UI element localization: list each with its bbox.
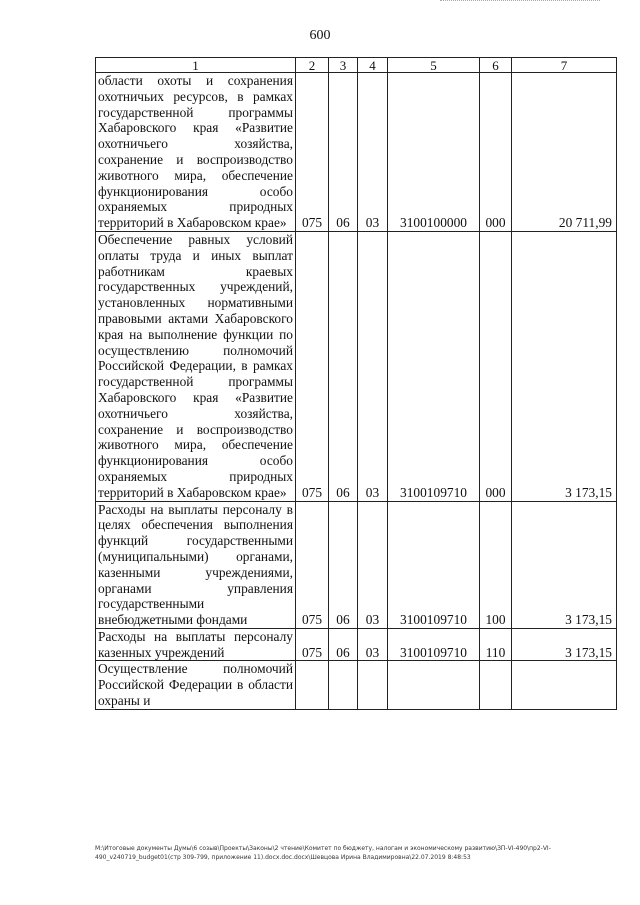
row-description: Осуществление полномочий Российской Федерации в области охраны и bbox=[96, 661, 296, 709]
column-header: 3 bbox=[329, 58, 358, 73]
table-row bbox=[96, 661, 617, 709]
subsection-code: 03 bbox=[358, 231, 388, 501]
expense-type-code: 110 bbox=[480, 628, 512, 661]
table-header-row bbox=[96, 58, 617, 73]
subsection-code: 03 bbox=[358, 73, 388, 232]
target-article-code: 3100109710 bbox=[388, 231, 480, 501]
ministry-code bbox=[296, 661, 329, 709]
scan-header-marks bbox=[440, 0, 600, 7]
table-row bbox=[96, 231, 617, 501]
expense-type-code: 000 bbox=[480, 231, 512, 501]
amount: 20 711,99 bbox=[512, 73, 617, 232]
ministry-code: 075 bbox=[296, 501, 329, 628]
subsection-code bbox=[358, 661, 388, 709]
table-row bbox=[96, 73, 617, 232]
amount bbox=[512, 661, 617, 709]
target-article-code bbox=[388, 661, 480, 709]
expense-type-code bbox=[480, 661, 512, 709]
subsection-code: 03 bbox=[358, 628, 388, 661]
ministry-code: 075 bbox=[296, 628, 329, 661]
row-description: области охоты и сохранения охотничьих ресурсов, в рамках государственной программы Хабаровского края «Развитие охотничьего хозяйства, сохранение и воспроизводство животного мира, обеспечение функционирования особо охраняемых природных территорий в Хабаровском крае» bbox=[96, 73, 296, 232]
row-description: Обеспечение равных условий оплаты труда и иных выплат работникам краевых государственных учреждений, установленных нормативными правовыми актами Хабаровского края на выполнение функции по осуществлению полномочий Российской Федерации, в рамках государственной программы Хабаровского края «Развитие охотничьего хозяйства, сохранение и воспроизводство животного мира, обеспечение функционирования особо охраняемых природных территорий в Хабаровском крае» bbox=[96, 231, 296, 501]
column-header: 4 bbox=[358, 58, 388, 73]
expense-type-code: 100 bbox=[480, 501, 512, 628]
column-header: 5 bbox=[388, 58, 480, 73]
table-row bbox=[96, 501, 617, 628]
ministry-code: 075 bbox=[296, 231, 329, 501]
amount: 3 173,15 bbox=[512, 501, 617, 628]
column-header: 7 bbox=[512, 58, 617, 73]
section-code: 06 bbox=[329, 628, 358, 661]
section-code: 06 bbox=[329, 501, 358, 628]
budget-table bbox=[95, 57, 617, 710]
column-header: 6 bbox=[480, 58, 512, 73]
amount: 3 173,15 bbox=[512, 628, 617, 661]
row-description: Расходы на выплаты персоналу в целях обеспечения выполнения функций государственными (муниципальными) органами, казенными учреждениями, органами управления государственными внебюджетными фондами bbox=[96, 501, 296, 628]
subsection-code: 03 bbox=[358, 501, 388, 628]
column-header: 2 bbox=[296, 58, 329, 73]
section-code bbox=[329, 661, 358, 709]
ministry-code: 075 bbox=[296, 73, 329, 232]
section-code: 06 bbox=[329, 231, 358, 501]
target-article-code: 3100109710 bbox=[388, 628, 480, 661]
row-description: Расходы на выплаты персоналу казенных учреждений bbox=[96, 628, 296, 661]
column-header: 1 bbox=[96, 58, 296, 73]
section-code: 06 bbox=[329, 73, 358, 232]
expense-type-code: 000 bbox=[480, 73, 512, 232]
table-row bbox=[96, 628, 617, 661]
target-article-code: 3100109710 bbox=[388, 501, 480, 628]
target-article-code: 3100100000 bbox=[388, 73, 480, 232]
page-number: 600 bbox=[309, 28, 331, 43]
amount: 3 173,15 bbox=[512, 231, 617, 501]
document-file-path: М:\Итоговые документы Думы\6 созыв\Проекты\Законы\2 чтение\Комитет по бюджету, налогам и экономическому развитию\ЗП-VI-490\пр2-VI-490_v240719_budget01(стр 309-799, приложение 11).docx.doc.docx\Шевцова Ирина Владимировна\22.07.2019 8:48:53 bbox=[95, 845, 551, 861]
